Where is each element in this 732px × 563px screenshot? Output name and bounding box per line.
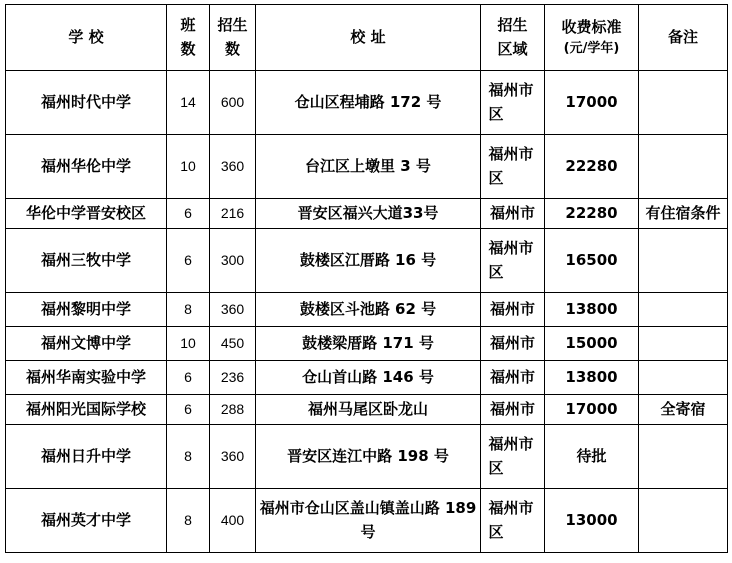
note-cell (639, 489, 728, 553)
region-text: 福州市区 (488, 145, 534, 187)
region-text: 福州市区 (488, 81, 534, 123)
enroll-cell: 288 (210, 395, 256, 425)
school-enrollment-table (5, 4, 728, 553)
enroll-cell: 360 (210, 425, 256, 489)
header-note: 备注 (639, 5, 728, 71)
table-row (6, 327, 728, 361)
fee-cell: 15000 (545, 327, 639, 361)
address-cell: 鼓楼梁厝路 171 号 (256, 327, 481, 361)
enroll-cell: 400 (210, 489, 256, 553)
region-text: 福州市区 (488, 499, 534, 541)
fee-cell: 13800 (545, 293, 639, 327)
enroll-cell: 450 (210, 327, 256, 361)
header-region: 招生 区域 (481, 5, 545, 71)
region-text: 福州市区 (488, 239, 534, 281)
school-cell: 福州时代中学 (6, 71, 167, 135)
region-cell (481, 327, 545, 361)
fee-cell: 22280 (545, 135, 639, 199)
table-row (6, 395, 728, 425)
note-cell (639, 361, 728, 395)
fee-cell: 22280 (545, 199, 639, 229)
fee-cell: 17000 (545, 395, 639, 425)
region-text: 福州市 (489, 203, 535, 222)
fee-cell: 17000 (545, 71, 639, 135)
classes-cell: 10 (167, 327, 210, 361)
classes-cell: 6 (167, 395, 210, 425)
header-classes: 班 数 (167, 5, 210, 71)
note-cell (639, 293, 728, 327)
school-cell: 福州华南实验中学 (6, 361, 167, 395)
table-row (6, 425, 728, 489)
classes-cell: 8 (167, 293, 210, 327)
table-row (6, 199, 728, 229)
address-cell: 福州马尾区卧龙山 (256, 395, 481, 425)
address-cell: 仓山区程埔路 172 号 (256, 71, 481, 135)
enroll-cell: 216 (210, 199, 256, 229)
fee-cell: 13800 (545, 361, 639, 395)
note-cell (639, 135, 728, 199)
classes-cell: 6 (167, 199, 210, 229)
table-row (6, 361, 728, 395)
classes-cell: 6 (167, 229, 210, 293)
region-cell (481, 425, 545, 489)
address-cell: 鼓楼区斗池路 62 号 (256, 293, 481, 327)
region-cell (481, 489, 545, 553)
enroll-cell: 360 (210, 135, 256, 199)
address-cell: 鼓楼区江厝路 16 号 (256, 229, 481, 293)
region-cell (481, 293, 545, 327)
enroll-cell: 236 (210, 361, 256, 395)
region-cell (481, 229, 545, 293)
school-cell: 福州三牧中学 (6, 229, 167, 293)
address-cell: 福州市仓山区盖山镇盖山路 189号 (256, 489, 481, 553)
enroll-cell: 360 (210, 293, 256, 327)
header-enroll: 招生 数 (210, 5, 256, 71)
region-text: 福州市 (489, 367, 535, 386)
region-cell (481, 71, 545, 135)
note-cell (639, 229, 728, 293)
table-row (6, 135, 728, 199)
address-cell: 晋安区连江中路 198 号 (256, 425, 481, 489)
note-cell: 有住宿条件 (639, 199, 728, 229)
classes-cell: 6 (167, 361, 210, 395)
school-cell: 福州阳光国际学校 (6, 395, 167, 425)
region-text: 福州市区 (488, 435, 534, 477)
header-school: 学 校 (6, 5, 167, 71)
note-cell (639, 71, 728, 135)
school-cell: 福州华伦中学 (6, 135, 167, 199)
school-table-wrapper (5, 4, 728, 553)
address-cell: 仓山首山路 146 号 (256, 361, 481, 395)
enroll-cell: 600 (210, 71, 256, 135)
school-cell: 福州文博中学 (6, 327, 167, 361)
enroll-cell: 300 (210, 229, 256, 293)
header-fee: 收费标准 (元/学年) (545, 5, 639, 71)
region-text: 福州市 (489, 299, 535, 318)
fee-cell: 待批 (545, 425, 639, 489)
region-cell (481, 135, 545, 199)
classes-cell: 8 (167, 425, 210, 489)
region-cell (481, 395, 545, 425)
table-header-row (6, 5, 728, 71)
fee-cell: 16500 (545, 229, 639, 293)
address-cell: 晋安区福兴大道33号 (256, 199, 481, 229)
region-text: 福州市 (489, 399, 535, 418)
classes-cell: 10 (167, 135, 210, 199)
table-row (6, 71, 728, 135)
note-cell (639, 327, 728, 361)
address-cell: 台江区上墩里 3 号 (256, 135, 481, 199)
region-cell (481, 361, 545, 395)
school-cell: 福州英才中学 (6, 489, 167, 553)
classes-cell: 14 (167, 71, 210, 135)
region-cell (481, 199, 545, 229)
note-cell: 全寄宿 (639, 395, 728, 425)
classes-cell: 8 (167, 489, 210, 553)
region-text: 福州市 (489, 333, 535, 352)
fee-cell: 13000 (545, 489, 639, 553)
school-cell: 福州黎明中学 (6, 293, 167, 327)
school-cell: 福州日升中学 (6, 425, 167, 489)
header-address: 校 址 (256, 5, 481, 71)
table-row (6, 293, 728, 327)
note-cell (639, 425, 728, 489)
school-cell: 华伦中学晋安校区 (6, 199, 167, 229)
table-row (6, 489, 728, 553)
table-row (6, 229, 728, 293)
